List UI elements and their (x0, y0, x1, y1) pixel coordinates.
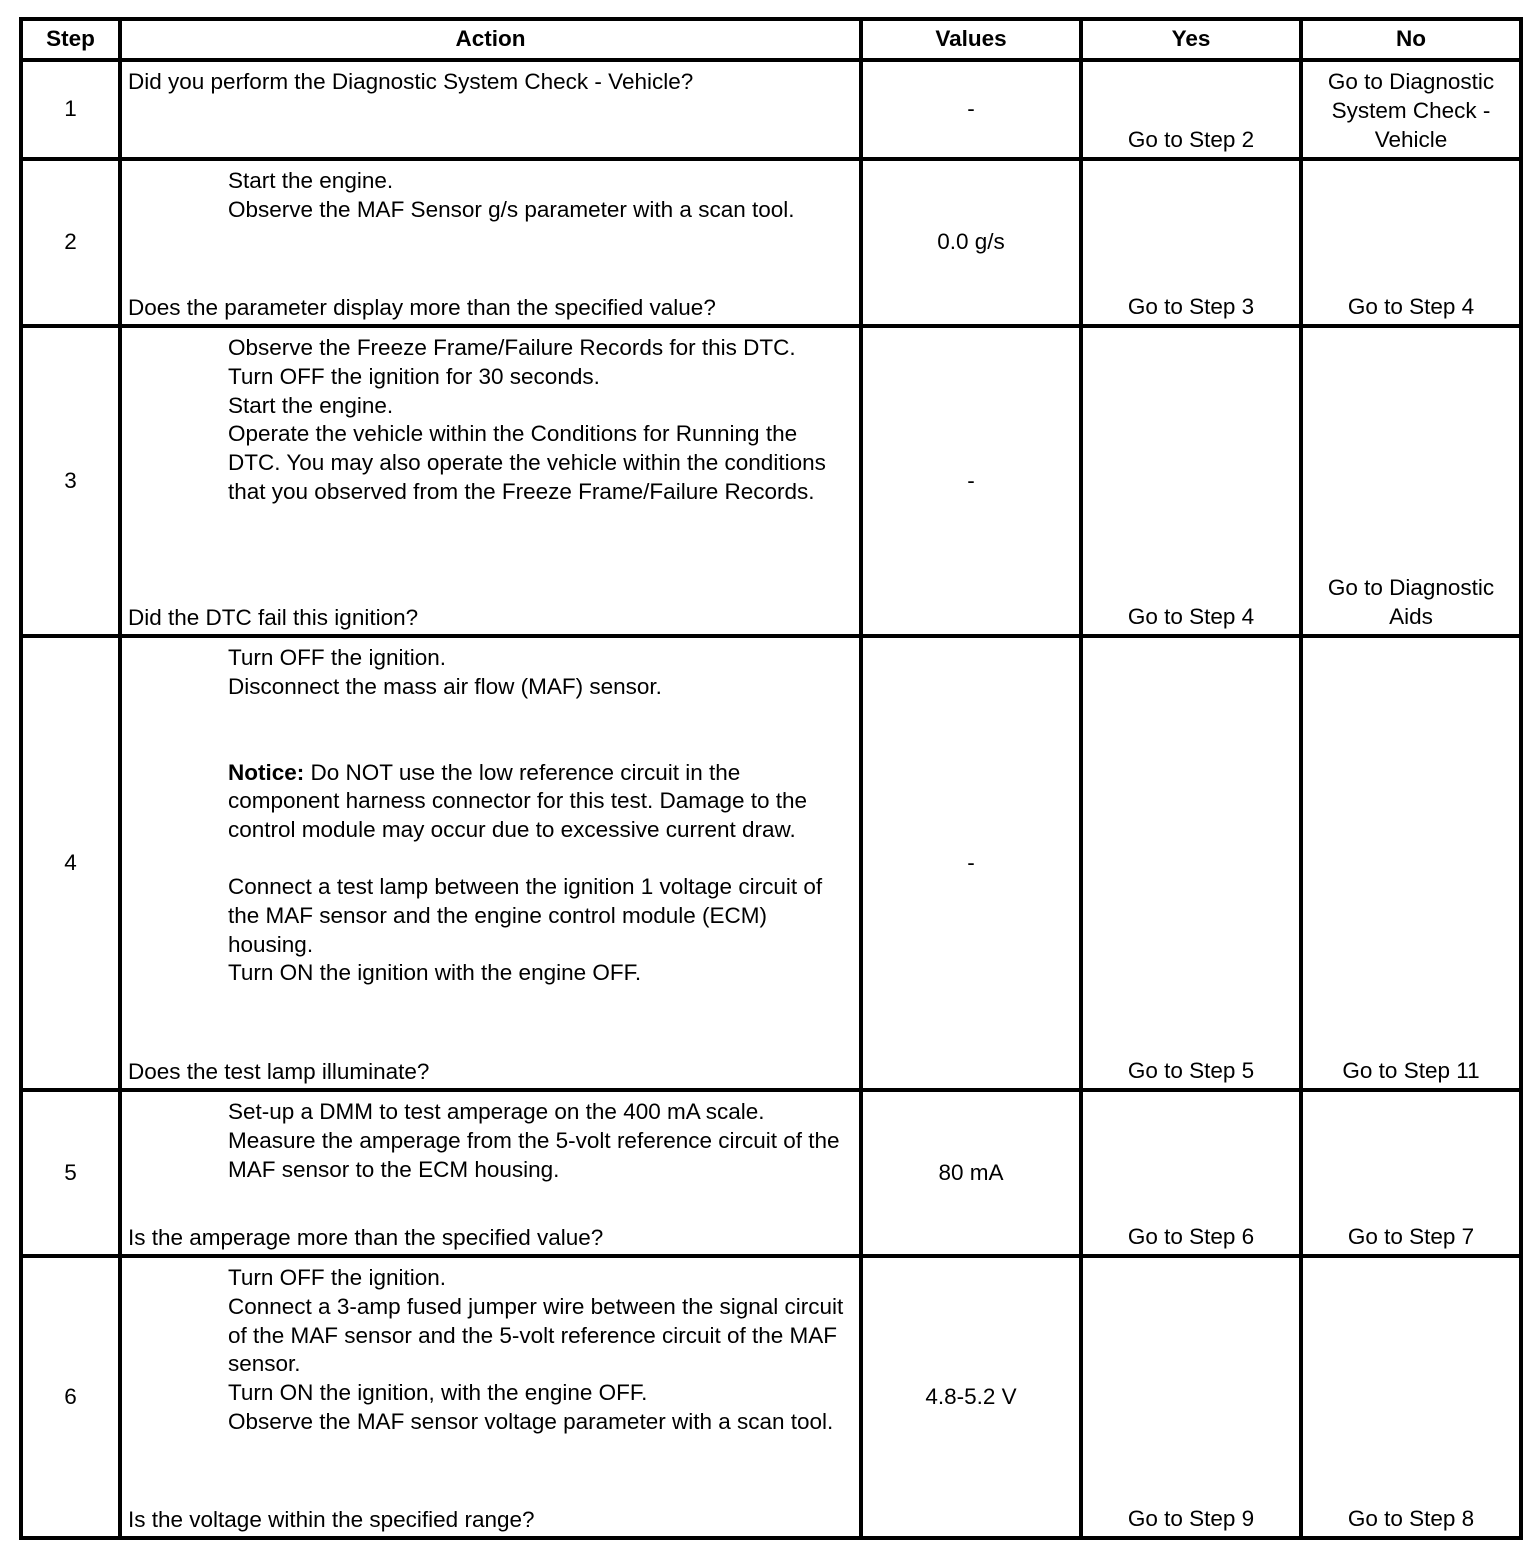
header-values: Values (861, 19, 1081, 60)
value-cell: 0.0 g/s (861, 159, 1081, 326)
action-line: Observe the Freeze Frame/Failure Records for this DTC. (228, 335, 796, 360)
yes-text: Go to Step 3 (1127, 294, 1255, 320)
action-question: Is the amperage more than the specified value? (128, 1225, 604, 1251)
action-line: Turn ON the ignition, with the engine OFF. (228, 1380, 648, 1406)
action-line: Turn OFF the ignition for 30 seconds. (228, 363, 600, 389)
table-row (21, 1256, 1521, 1538)
table-row (21, 636, 1521, 1090)
header-row (21, 19, 1521, 60)
yes-text: Go to Step 6 (1127, 1224, 1255, 1250)
yes-text: Go to Step 5 (1127, 1058, 1255, 1084)
step-number: 5 (21, 1090, 120, 1256)
step-number: 3 (21, 326, 120, 636)
no-cell (1301, 326, 1521, 636)
yes-cell (1081, 636, 1301, 1090)
action-line: Connect a test lamp between the ignition 1 voltage circuit of the MAF sensor and the engine control module (ECM) housing. (228, 873, 829, 957)
yes-cell (1081, 326, 1301, 636)
action-line: Disconnect the mass air flow (MAF) sensor. (228, 673, 662, 699)
table-row (21, 326, 1521, 636)
table-row (21, 60, 1521, 159)
action-line: Connect a 3-amp fused jumper wire between the signal circuit of the MAF sensor and the 5-volt reference circuit of the MAF sensor. (228, 1293, 850, 1377)
action-question: Does the test lamp illuminate? (128, 1059, 430, 1085)
action-cell (120, 1090, 861, 1256)
yes-text: Go to Step 9 (1127, 1506, 1255, 1532)
yes-cell (1081, 159, 1301, 326)
action-line: Turn OFF the ignition. (228, 645, 447, 670)
diagnostic-table (19, 17, 1523, 1540)
no-cell (1301, 636, 1521, 1090)
table-row (21, 159, 1521, 326)
action-line: Start the engine. (228, 392, 394, 418)
yes-text: Go to Step 2 (1127, 127, 1255, 153)
step-number: 2 (21, 159, 120, 326)
action-line: Start the engine. (228, 168, 394, 193)
action-line: Observe the MAF Sensor g/s parameter with a scan tool. (228, 196, 795, 222)
action-cell (120, 326, 861, 636)
notice-text: Do NOT use the low reference circuit in the component harness connector for this test. Damage to the control module may occur due to excessive current draw. (228, 759, 814, 843)
header-yes: Yes (1081, 19, 1301, 60)
value-cell: 4.8-5.2 V (861, 1256, 1081, 1538)
action-cell (120, 159, 861, 326)
action-question: Did the DTC fail this ignition? (128, 605, 419, 631)
value-cell: - (861, 636, 1081, 1090)
yes-text: Go to Step 4 (1127, 604, 1255, 630)
no-text: Go to Diagnostic Aids (1327, 575, 1495, 630)
step-number: 6 (21, 1256, 120, 1538)
table-row (21, 1090, 1521, 1256)
action-question: Does the parameter display more than the specified value? (128, 295, 716, 321)
action-line: Measure the amperage from the 5-volt reference circuit of the MAF sensor to the ECM housing. (228, 1127, 846, 1182)
value-cell: 80 mA (861, 1090, 1081, 1256)
no-text: Go to Step 11 (1342, 1058, 1480, 1084)
action-question: Did you perform the Diagnostic System Check - Vehicle? (128, 69, 694, 94)
action-line: Set-up a DMM to test amperage on the 400 mA scale. (228, 1099, 765, 1124)
action-cell (120, 1256, 861, 1538)
yes-cell (1081, 1090, 1301, 1256)
value-cell: - (861, 60, 1081, 159)
step-number: 1 (21, 60, 120, 159)
notice (228, 759, 851, 845)
no-text: Go to Step 7 (1347, 1224, 1475, 1250)
no-cell (1301, 60, 1521, 159)
action-line: Observe the MAF sensor voltage parameter with a scan tool. (228, 1408, 834, 1434)
action-cell (120, 60, 861, 159)
no-text: Go to Step 8 (1347, 1506, 1475, 1532)
header-no: No (1301, 19, 1521, 60)
no-text: Go to Step 4 (1347, 294, 1475, 320)
action-cell (120, 636, 861, 1090)
yes-cell (1081, 60, 1301, 159)
header-step: Step (21, 19, 120, 60)
action-line: Turn ON the ignition with the engine OFF. (228, 960, 642, 986)
header-action: Action (120, 19, 861, 60)
action-line: Operate the vehicle within the Conditions for Running the DTC. You may also operate the vehicle within the conditions that you observed from the Freeze Frame/Failure Records. (228, 421, 833, 504)
action-line: Turn OFF the ignition. (228, 1265, 447, 1290)
notice-label: Notice: (228, 759, 305, 785)
no-cell (1301, 1090, 1521, 1256)
no-cell (1301, 159, 1521, 326)
no-cell (1301, 1256, 1521, 1538)
value-cell: - (861, 326, 1081, 636)
action-question: Is the voltage within the specified range? (128, 1507, 535, 1533)
step-number: 4 (21, 636, 120, 1090)
no-text: Go to Diagnostic System Check - Vehicle (1327, 69, 1495, 152)
yes-cell (1081, 1256, 1301, 1538)
